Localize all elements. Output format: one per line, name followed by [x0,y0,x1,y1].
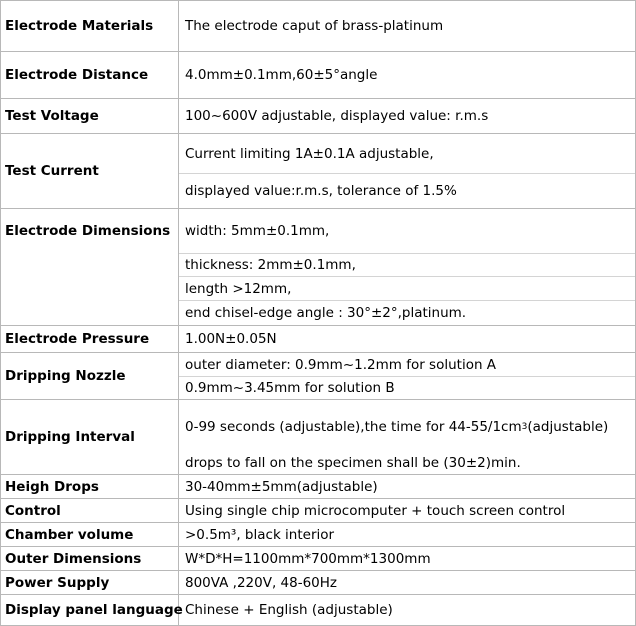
table-row [1,353,635,400]
table-row [1,571,635,595]
table-row [1,326,635,353]
table-row [1,475,635,499]
row-value: end chisel-edge angle : 30°±2°,platinum. [185,305,467,321]
row-label: Dripping Nozzle [1,353,179,399]
table-row [1,595,635,625]
row-value: drops to fall on the specimen shall be (30±2)min. [185,454,521,471]
row-label: Electrode Distance [1,52,179,98]
table-row [1,209,635,326]
row-value: Current limiting 1A±0.1A adjustable, [179,134,635,174]
interval-tail: (adjustable) [527,418,609,435]
table-row [1,99,635,134]
table-row [1,523,635,547]
row-value: W*D*H=1100mm*700mm*1300mm [185,550,431,567]
row-label: Display panel language [1,595,179,625]
row-label: Chamber volume [1,523,179,546]
table-row [1,52,635,99]
row-value: >0.5m³, black interior [185,526,335,543]
row-label: Control [1,499,179,522]
row-label: Electrode Dimensions [1,209,179,325]
row-value: 0-99 seconds (adjustable),the time for 44-55/1cm 3 (adjustable) [185,418,609,435]
table-row [1,1,635,52]
table-row [1,547,635,571]
row-label: Electrode Pressure [1,326,179,352]
row-value: displayed value:r.m.s, tolerance of 1.5% [185,183,457,199]
row-value: 30-40mm±5mm(adjustable) [185,478,378,495]
row-label: Outer Dimensions [1,547,179,570]
row-value: 100~600V adjustable, displayed value: r.m.s [185,108,489,124]
table-row [1,499,635,523]
row-value: 4.0mm±0.1mm,60±5°angle [185,67,378,83]
row-label: Dripping Interval [1,400,179,474]
row-value: width: 5mm±0.1mm, [179,209,635,254]
row-value: 0.9mm~3.45mm for solution B [185,380,395,396]
row-value: 800VA ,220V, 48-60Hz [185,574,338,591]
table-row [1,400,635,475]
table-row [1,134,635,209]
row-value: thickness: 2mm±0.1mm, [179,254,635,277]
row-value: length >12mm, [179,277,635,301]
row-label: Electrode Materials [1,1,179,51]
row-label: Test Voltage [1,99,179,133]
interval-text: 0-99 seconds (adjustable),the time for 44-55/1cm [185,418,522,435]
row-label: Heigh Drops [1,475,179,498]
row-value: Chinese + English (adjustable) [185,602,393,618]
row-value: The electrode caput of brass-platinum [185,18,444,34]
row-value: 1.00N±0.05N [185,331,277,347]
row-label: Test Current [1,134,179,208]
row-value: outer diameter: 0.9mm~1.2mm for solution A [179,353,635,377]
row-value: Using single chip microcomputer + touch screen control [185,502,566,519]
row-label: Power Supply [1,571,179,594]
